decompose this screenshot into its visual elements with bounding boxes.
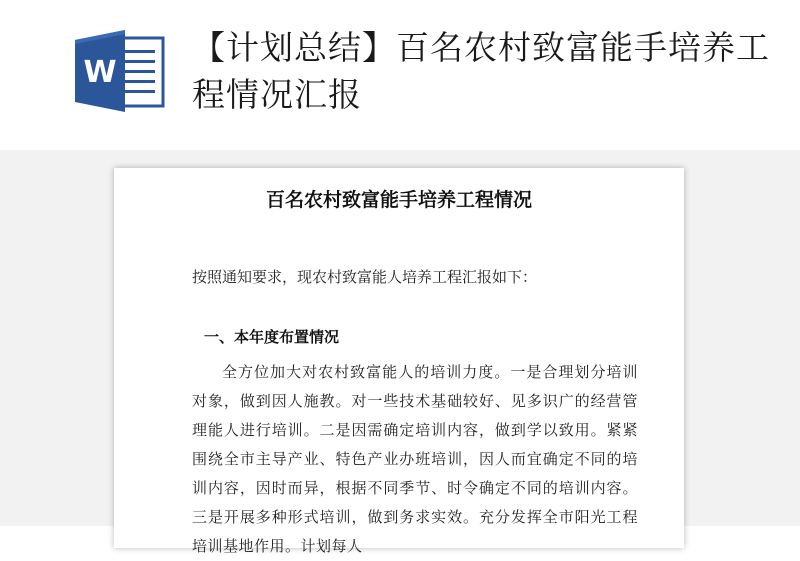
body-paragraph: 全方位加大对农村致富能人的培训力度。一是合理划分培训对象，做到因人施教。对一些技术基础较好、见多识广的经营管理能人进行培训。二是因需确定培训内容，做到学以致用。紧紧围绕全市主导产业、特色产业办班培训，因人而宜确定不同的培训内容，因时而异，根据不同季节、时令确定不同的培训内容。三是开展多种形式培训，做到务求实效。充分发挥全市阳光工程培训基地作用。计划每人 — [192, 363, 638, 555]
section-heading: 一、本年度布置情况 — [204, 328, 340, 346]
document-intro: 按照通知要求，现农村致富能人培养工程汇报如下： — [192, 268, 538, 286]
word-document-icon — [75, 30, 167, 112]
page-title: 【计划总结】百名农村致富能手培养工程情况汇报 — [192, 28, 770, 114]
document-title: 百名农村致富能手培养工程情况 — [265, 189, 532, 211]
word-icon-letter: W — [83, 55, 117, 90]
header-banner — [0, 0, 800, 160]
document-page — [114, 168, 684, 555]
